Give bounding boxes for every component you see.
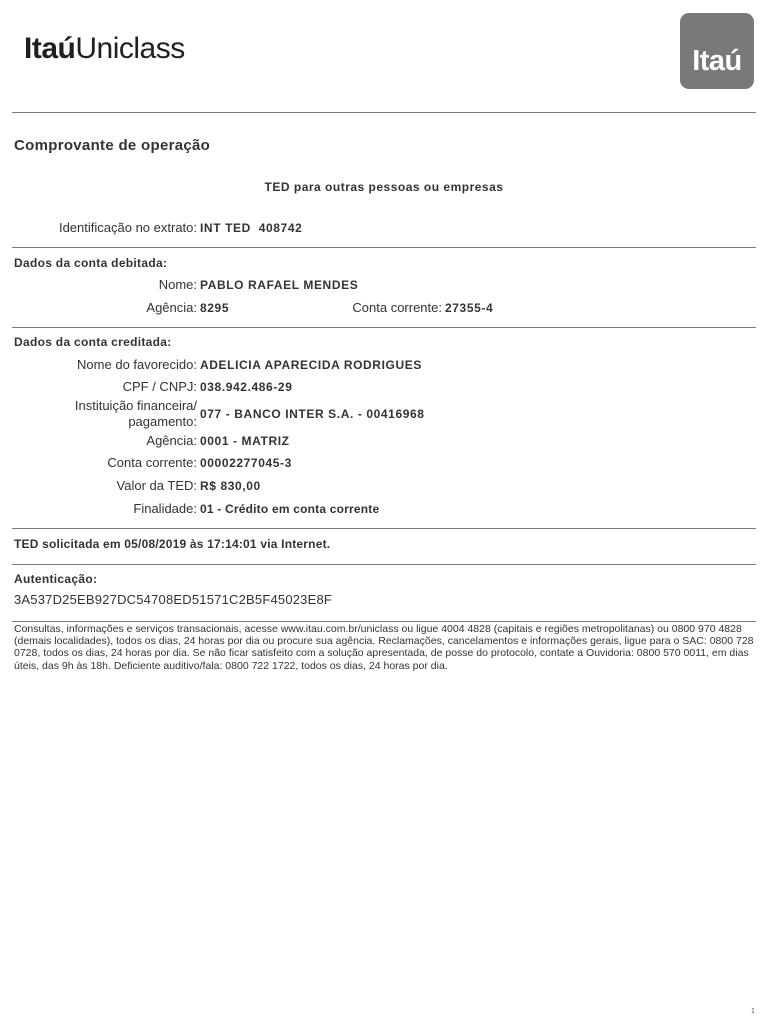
- divider: [12, 528, 756, 529]
- debitada-agencia-label: Agência:: [146, 300, 197, 315]
- finalidade-value: 01 - Crédito em conta corrente: [200, 502, 380, 516]
- solicitacao-text: TED solicitada em 05/08/2019 às 17:14:01 via Internet.: [14, 537, 331, 551]
- debitada-nome-value: PABLO RAFAEL MENDES: [200, 278, 359, 292]
- page-number: 1: [751, 1008, 755, 1015]
- brand-wordmark: [24, 34, 185, 64]
- creditada-agencia-label: Agência:: [146, 433, 197, 448]
- instituicao-label-line2: pagamento:: [128, 414, 197, 429]
- debitada-conta-label: Conta corrente:: [352, 300, 442, 315]
- itau-logo: [680, 13, 754, 89]
- finalidade-label: Finalidade:: [133, 501, 197, 516]
- operation-type: TED para outras pessoas ou empresas: [264, 180, 504, 194]
- itau-logo-text: Itaú: [692, 45, 742, 77]
- instituicao-value: 077 - BANCO INTER S.A. - 00416968: [200, 407, 425, 421]
- divider: [12, 564, 756, 565]
- debitada-agencia-value: 8295: [200, 301, 230, 315]
- brand-bold: Itaú: [24, 32, 76, 65]
- cpf-value: 038.942.486-29: [200, 380, 293, 394]
- instituicao-label: [75, 398, 197, 430]
- identificacao-value: INT TED 408742: [200, 221, 303, 235]
- page-title: Comprovante de operação: [14, 137, 211, 154]
- debitada-conta-value: 27355-4: [445, 301, 494, 315]
- divider: [12, 112, 756, 113]
- creditada-agencia-value: 0001 - MATRIZ: [200, 434, 290, 448]
- valor-label: Valor da TED:: [116, 478, 197, 493]
- divider: [12, 327, 756, 328]
- autenticacao-label: Autenticação:: [14, 572, 98, 586]
- footer-contact-info: Consultas, informações e serviços transacionais, acesse www.itau.com.br/uniclass ou ligue 4004 4828 (capitais e regiões metropolitanas) ou 0800 970 4828 (demais localidades), todos os dias, 24 horas por dia ou procure sua agência. Reclamações, cancelamentos e informações gerais, ligue para o SAC: 0800 728 0728, todos os dias, 24 horas por dia. Se não ficar satisfeito com a solução apresentada, de posse do protocolo, contate a Ouvidoria: 0800 570 0011, em dias úteis, das 9h às 18h. Deficiente auditivo/fala: 0800 722 1722, todos os dias, 24 horas por dia.: [14, 623, 754, 672]
- instituicao-label-line1: Instituição financeira/: [74, 398, 197, 413]
- identificacao-label: Identificação no extrato:: [58, 220, 197, 235]
- divider: [12, 247, 756, 248]
- debitada-nome-label: Nome:: [158, 277, 197, 292]
- cpf-label: CPF / CNPJ:: [122, 379, 197, 394]
- favorecido-label: Nome do favorecido:: [77, 357, 197, 372]
- creditada-conta-value: 00002277045-3: [200, 456, 292, 470]
- section-creditada-title: Dados da conta creditada:: [14, 335, 172, 349]
- valor-value: R$ 830,00: [200, 479, 261, 493]
- divider: [12, 621, 756, 622]
- favorecido-value: ADELICIA APARECIDA RODRIGUES: [200, 358, 422, 372]
- brand-regular: Uniclass: [75, 32, 185, 65]
- creditada-conta-label: Conta corrente:: [107, 455, 197, 470]
- autenticacao-code: 3A537D25EB927DC54708ED51571C2B5F45023E8F: [14, 592, 333, 607]
- section-debitada-title: Dados da conta debitada:: [14, 256, 168, 270]
